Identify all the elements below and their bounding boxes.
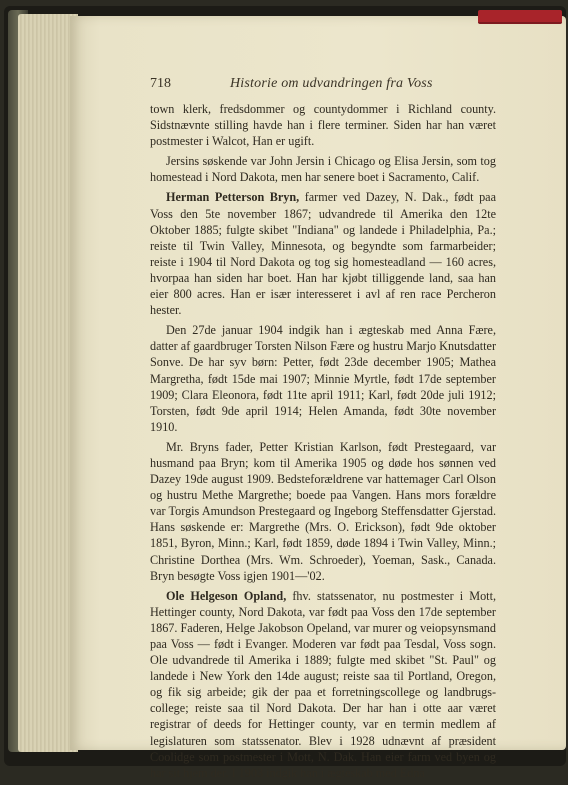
- page-body: [150, 101, 496, 785]
- page-number: 718: [150, 76, 171, 91]
- running-title: Historie om udvandringen fra Voss: [230, 76, 433, 91]
- paragraph: [150, 439, 496, 584]
- page-stack-edge: [18, 14, 78, 752]
- bookmark-ribbon: [478, 10, 562, 24]
- paragraph-text: fhv. statssenator, nu postmester i Mott, Hettinger county, Nord Dakota, var født paa Voss den 17de september 1867. Faderen, Helge Jakobson Opeland, var murer og veiopsynsmand paa Voss — født i Evanger. Moderen var født paa Tesdal, Voss sogn. Ole udvandrede til Amerika i 1889; fulgte med skibet "St. Paul" og landede i New York den 14de august; reiste saa til Portland, Oregon, og fik sig arbeide; gik der paa et forretningscollege og landbrugs-college; reiste saa til Nord Dakota. Der har han i otte aar været registrar of deeds for Hettinger county, var en termin medlem af legislaturen som statssenator. Blev i 1928 udnævnt af præsident Coolidge som postmester i Mott, N. Dak. Han eier farm ved byen og har sit hjem der. I 1903 indgik han i ægteskab med Edna: [150, 588, 496, 780]
- paragraph-text: farmer ved Dazey, N. Dak., født paa Voss den 5te november 1867; udvandrede til Amerika den 12te Oktober 1885; fulgte skibet "Indiana" og landede i Philadelphia, Pa.; reiste til Twin Valley, Minnesota, og begyndte som farmarbeider; reiste i 1904 til Nord Dakota og tog sig homesteadland — 160 acres, hvorpaa han siden har boet. Han har kjøbt tilliggende land, saa han eier 800 acres. Han er især interesseret i avl af ren race Percheron hester.: [150, 190, 496, 318]
- paragraph: [150, 101, 496, 149]
- paragraph-text: Mr. Bryns fader, Petter Kristian Karlson, født Prestegaard, var husmand paa Bryn; kom til Amerika 1905 og døde hos sønnen ved Dazey 19de august 1909. Bedsteforældrene var hattemager Carl Olson og hustru Methe Margrethe; boede paa Vangen. Hans mors forældre var Torgis Amundson Prestegaard og Ingeborg Steffensdatter Gjerstad. Hans søskende er: Margrethe (Mrs. O. Erickson), født 9de oktober 1851, Byron, Minn.; Karl, født 1859, døde 1894 i Twin Valley, Minn.; Christine Dorthea (Mrs. Wm. Schroeder), Yoeman, Sask., Canada. Bryn besøgte Voss igjen 1901—'02.: [150, 439, 496, 583]
- person-name: Ole Helgeson Opland,: [166, 588, 287, 603]
- paragraph: [150, 189, 496, 318]
- person-name: Herman Petterson Bryn,: [166, 190, 300, 205]
- paragraph-text: town klerk, fredsdommer og countydommer i Richland county. Sidstnævnte stilling havde han i flere terminer. Siden har han været postmester i Walcot, Han er ugift.: [150, 102, 496, 149]
- paragraph: [150, 322, 496, 435]
- paragraph-text: Den 27de januar 1904 indgik han i ægteskab med Anna Fære, datter af gaardbruger Torsten Nilson Fære og hustru Marjo Knutsdatter Sonve. De har syv børn: Petter, født 23de december 1905; Mathea Margretha, født 15de mai 1907; Minnie Myrtle, født 17de september 1909; Clara Eleonora, født 11te april 1911; Karl, født 20de juli 1912; Torsten, født 9de april 1914; Helen Amanda, født 30te november 1910.: [150, 323, 496, 434]
- paragraph: [150, 588, 496, 781]
- paragraph-text: Jersins søskende var John Jersin i Chicago og Elisa Jersin, som tog homestead i Nord Dakota, men har senere boet i Sacramento, Calif.: [150, 154, 496, 185]
- paragraph: [150, 153, 496, 185]
